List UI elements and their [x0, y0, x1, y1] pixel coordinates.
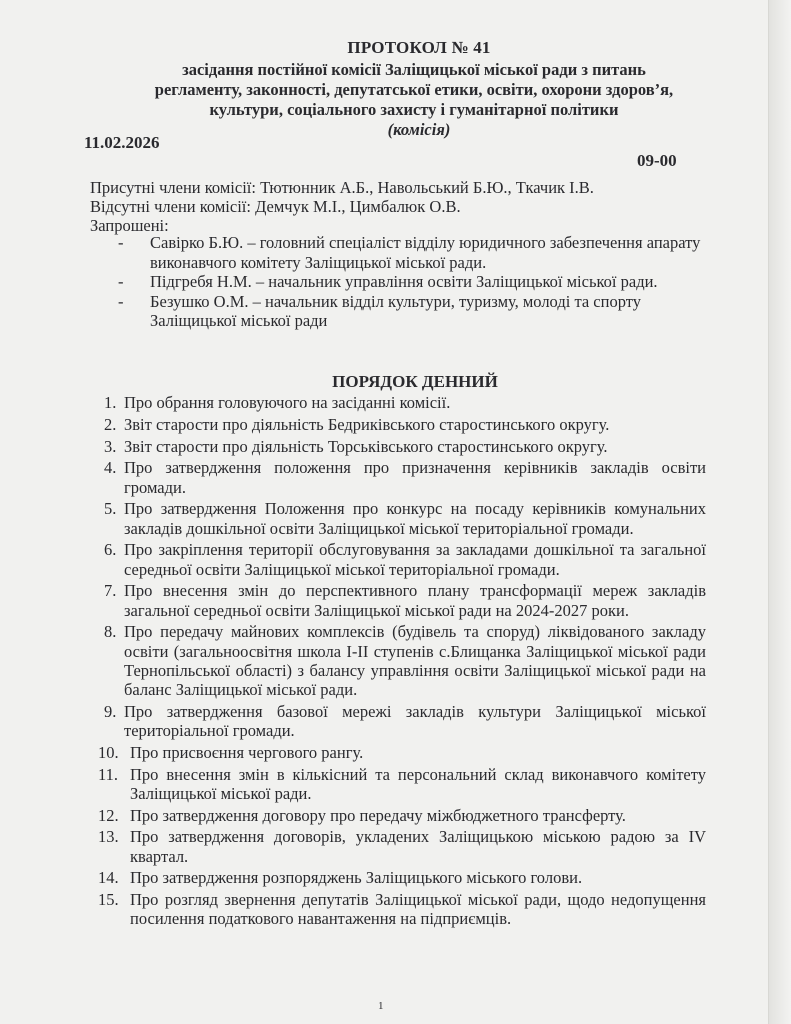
invited-text: Безушко О.М. – начальник відділ культури, туризму, молоді та спорту Заліщицької міської ради [150, 291, 641, 330]
agenda-item [104, 437, 706, 456]
invited-item [118, 292, 708, 331]
subtitle-line: засідання постійної комісії Заліщицької міської ради з питань [182, 60, 646, 79]
absent-members: Відсутні члени комісії: Демчук М.І., Цимбалюк О.В. [90, 197, 461, 216]
list-dash: - [118, 272, 124, 291]
agenda-item [104, 540, 706, 578]
agenda-item [98, 764, 706, 803]
agenda-number: 14. [98, 868, 119, 888]
agenda-item [98, 890, 706, 929]
scan-edge [769, 0, 791, 1024]
invited-item [118, 272, 708, 292]
present-members: Присутні члени комісії: Тютюнник А.Б., Навольський Б.Ю., Ткачик І.В. [90, 178, 594, 197]
agenda-title: ПОРЯДОК ДЕННИЙ [332, 372, 498, 391]
agenda-text: Про передачу майнових комплексів (будівель та споруд) ліквідованого закладу освіти (загальноосвітня школа І-ІІ ступенів с.Блищанка Заліщицької міської ради Тернопільської області) з балансу управління освіти Заліщицької міської ради на баланс Заліщицької міської ради. [124, 622, 706, 699]
agenda-number: 7. [104, 581, 117, 601]
agenda-item [104, 622, 706, 699]
meeting-date: 11.02.2026 [84, 133, 160, 152]
protocol-title: ПРОТОКОЛ № 41 [347, 38, 491, 57]
agenda-text: Про затвердження Положення про конкурс на посаду керівників комунальних закладів дошкільної освіти Заліщицької міської територіальної громади. [124, 499, 706, 538]
agenda-text: Про затвердження базової мережі закладів культури Заліщицької міської територіальної громади. [124, 701, 706, 740]
agenda-number: 2. [104, 414, 117, 434]
agenda-number: 9. [104, 701, 117, 721]
agenda-text: Про розгляд звернення депутатів Заліщицької міської ради, щодо недопущення посилення податкового навантаження на підприємців. [130, 890, 706, 929]
invited-text: Савірко Б.Ю. – головний спеціаліст відділу юридичного забезпечення апарату виконавчого комітету Заліщицької міської ради. [150, 233, 701, 272]
agenda-number: 15. [98, 890, 119, 910]
agenda-item [104, 393, 706, 412]
agenda-number: 8. [104, 622, 117, 642]
list-dash: - [118, 291, 124, 311]
agenda-number: 1. [104, 393, 117, 412]
agenda-text: Про затвердження положення про призначення керівників закладів освіти громади. [124, 458, 706, 497]
agenda-text: Звіт старости про діяльність Торськівського старостинського округу. [124, 436, 608, 456]
list-dash: - [118, 233, 124, 252]
agenda-number: 3. [104, 436, 117, 456]
subtitle-line: регламенту, законності, депутатської етики, освіти, охорони здоров’я, [154, 80, 674, 99]
agenda-number: 13. [98, 827, 119, 847]
agenda-item [98, 827, 706, 866]
agenda-text: Про внесення змін в кількісний та персональний склад виконавчого комітету Заліщицької міської ради. [130, 764, 706, 803]
agenda-item [98, 742, 706, 762]
agenda-text: Про затвердження розпоряджень Заліщицького міського голови. [130, 868, 583, 888]
subtitle-line: культури, соціального захисту і гуманітарної політики [209, 100, 619, 119]
agenda-item [104, 702, 706, 740]
agenda-text: Про затвердження договорів, укладених Заліщицькою міською радою за IV квартал. [130, 827, 706, 866]
agenda-item [104, 415, 706, 434]
agenda-item [104, 581, 706, 619]
agenda-number: 4. [104, 458, 117, 478]
agenda-text: Про обрання головуючого на засіданні комісії. [124, 393, 451, 412]
agenda-number: 10. [98, 742, 119, 762]
meeting-time: 09-00 [637, 151, 677, 170]
commission-label: (комісія) [387, 120, 451, 139]
agenda-text: Про закріплення території обслуговування за закладами дошкільної та загальної середньої освіти Заліщицької міської територіальної громади. [124, 540, 706, 579]
agenda-number: 5. [104, 499, 117, 519]
agenda-list [98, 393, 706, 931]
protocol-subtitle [60, 60, 768, 120]
agenda-number: 11. [98, 764, 119, 784]
agenda-text: Звіт старости про діяльність Бедриківського старостинського округу. [124, 414, 610, 434]
invited-list [118, 233, 708, 331]
agenda-text: Про присвоєння чергового рангу. [130, 742, 364, 762]
agenda-text: Про внесення змін до перспективного плану трансформації мереж закладів загальної середньої освіти Заліщицької міської ради на 2024-2027 роки. [124, 581, 706, 620]
agenda-item [98, 805, 706, 825]
invited-item [118, 233, 708, 272]
agenda-text: Про затвердження договору про передачу міжбюджетного трансферту. [130, 805, 626, 825]
invited-label: Запрошені: [90, 216, 169, 235]
agenda-item [98, 868, 706, 888]
agenda-number: 6. [104, 540, 117, 560]
agenda-item [104, 499, 706, 537]
attendance-block [90, 178, 594, 235]
invited-text: Підгребя Н.М. – начальник управління освіти Заліщицької міської ради. [150, 272, 658, 291]
page-number: 1 [378, 1000, 384, 1012]
document-header [0, 38, 768, 140]
agenda-number: 12. [98, 805, 119, 825]
agenda-item [104, 458, 706, 496]
